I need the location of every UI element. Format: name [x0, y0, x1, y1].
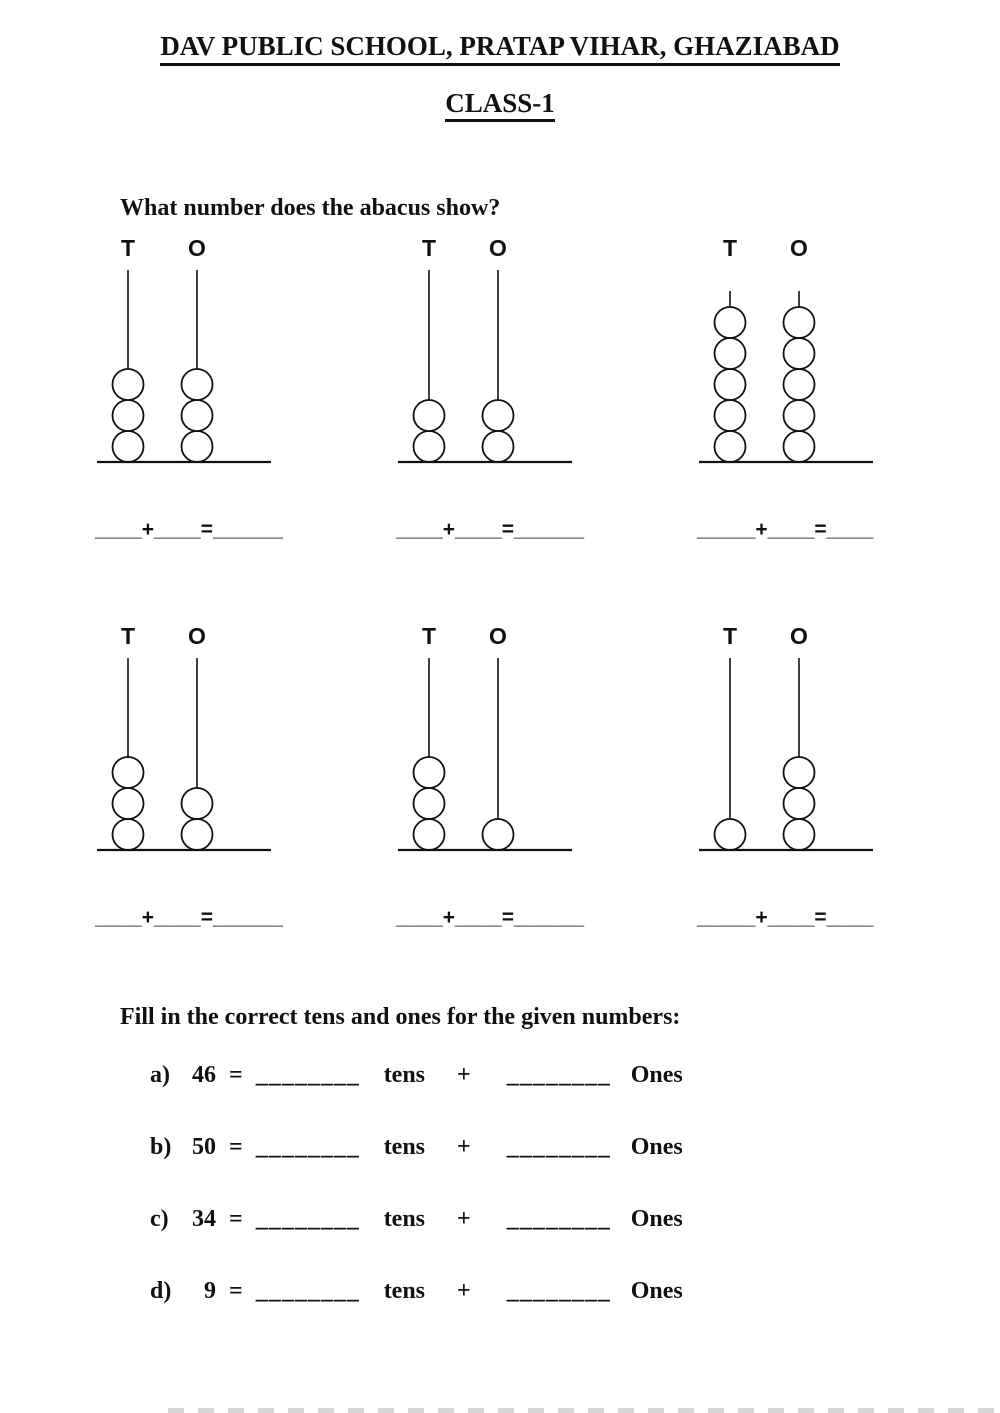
- cutoff-text-strip: [168, 1408, 1000, 1413]
- ones-blank[interactable]: ________: [506, 1278, 611, 1304]
- tens-blank[interactable]: ________: [255, 1134, 360, 1160]
- tens-blank[interactable]: ________: [255, 1278, 360, 1304]
- abacus-bead: [715, 431, 746, 462]
- school-title: DAV PUBLIC SCHOOL, PRATAP VIHAR, GHAZIABAD: [160, 31, 839, 66]
- ones-word: Ones: [630, 1134, 683, 1160]
- abacus-figure: [95, 624, 280, 864]
- abacus-bead: [784, 788, 815, 819]
- fill-in-row: [150, 1133, 1000, 1161]
- tens-blank[interactable]: ________: [255, 1062, 360, 1088]
- tens-column-label: T: [722, 624, 738, 649]
- abacus-problem: [95, 236, 284, 542]
- abacus-bead: [113, 431, 144, 462]
- abacus-bead: [715, 819, 746, 850]
- tens-word: tens: [383, 1206, 426, 1232]
- abacus-bead: [182, 788, 213, 819]
- ones-column-label: O: [489, 624, 507, 649]
- abacus-figure: [95, 236, 280, 476]
- ones-word: Ones: [630, 1278, 683, 1304]
- abacus-problem: [95, 624, 284, 930]
- tens-word: tens: [383, 1278, 426, 1304]
- abacus-bead: [715, 369, 746, 400]
- ones-blank[interactable]: ________: [506, 1062, 611, 1088]
- tens-column-label: T: [722, 236, 738, 261]
- tens-blank[interactable]: ________: [255, 1206, 360, 1232]
- abacus-bead: [113, 400, 144, 431]
- tens-column-label: T: [421, 624, 437, 649]
- tens-column-label: T: [421, 236, 437, 261]
- abacus-bead: [715, 400, 746, 431]
- item-number: 9: [204, 1278, 216, 1304]
- abacus-figure: [396, 236, 581, 476]
- abacus-bead: [715, 338, 746, 369]
- abacus-problem: [396, 624, 585, 930]
- equals-sign: =: [229, 1278, 243, 1304]
- abacus-bead: [784, 338, 815, 369]
- abacus-bead: [483, 400, 514, 431]
- ones-column-label: O: [188, 236, 206, 261]
- fill-in-list: [150, 1061, 1000, 1305]
- equals-sign: =: [229, 1134, 243, 1160]
- abacus-answer-blank[interactable]: ____+____=______: [95, 906, 284, 929]
- equals-sign: =: [229, 1062, 243, 1088]
- abacus-bead: [784, 369, 815, 400]
- abacus-bead: [784, 819, 815, 850]
- abacus-problem: [697, 624, 882, 930]
- item-number: 34: [192, 1206, 216, 1232]
- abacus-row-2: [0, 624, 1000, 930]
- fill-in-heading: Fill in the correct tens and ones for the given numbers:: [120, 1004, 681, 1030]
- plus-sign: +: [457, 1062, 471, 1088]
- abacus-bead: [784, 307, 815, 338]
- title-row: [0, 0, 1000, 62]
- ones-column-label: O: [489, 236, 507, 261]
- item-number: 46: [192, 1062, 216, 1088]
- abacus-bead: [483, 431, 514, 462]
- item-label: a): [150, 1062, 170, 1088]
- ones-word: Ones: [630, 1062, 683, 1088]
- abacus-figure: [697, 236, 882, 476]
- plus-sign: +: [457, 1134, 471, 1160]
- tens-word: tens: [383, 1134, 426, 1160]
- abacus-figure: [697, 624, 882, 864]
- tens-column-label: T: [120, 236, 136, 261]
- item-label: b): [150, 1134, 172, 1160]
- abacus-problem: [396, 236, 585, 542]
- plus-sign: +: [457, 1278, 471, 1304]
- abacus-bead: [784, 757, 815, 788]
- abacus-figure: [396, 624, 581, 864]
- abacus-bead: [414, 788, 445, 819]
- tens-word: tens: [383, 1062, 426, 1088]
- abacus-bead: [182, 431, 213, 462]
- abacus-bead: [414, 819, 445, 850]
- abacus-bead: [113, 819, 144, 850]
- abacus-answer-blank[interactable]: _____+____=____: [697, 906, 874, 929]
- ones-blank[interactable]: ________: [506, 1206, 611, 1232]
- subtitle-row: [0, 88, 1000, 119]
- abacus-question: What number does the abacus show?: [120, 195, 501, 221]
- ones-column-label: O: [790, 236, 808, 261]
- abacus-answer-blank[interactable]: ____+____=______: [95, 518, 284, 541]
- abacus-bead: [414, 757, 445, 788]
- abacus-bead: [784, 431, 815, 462]
- abacus-row-1: [0, 236, 1000, 542]
- item-number: 50: [192, 1134, 216, 1160]
- ones-word: Ones: [630, 1206, 683, 1232]
- abacus-bead: [113, 369, 144, 400]
- abacus-bead: [113, 757, 144, 788]
- ones-blank[interactable]: ________: [506, 1134, 611, 1160]
- abacus-bead: [113, 788, 144, 819]
- tens-column-label: T: [120, 624, 136, 649]
- abacus-answer-blank[interactable]: ____+____=______: [396, 906, 585, 929]
- abacus-answer-blank[interactable]: ____+____=______: [396, 518, 585, 541]
- plus-sign: +: [457, 1206, 471, 1232]
- item-label: c): [150, 1206, 169, 1232]
- item-label: d): [150, 1278, 172, 1304]
- ones-column-label: O: [790, 624, 808, 649]
- fill-in-row: [150, 1277, 1000, 1305]
- abacus-problem: [697, 236, 882, 542]
- abacus-bead: [182, 369, 213, 400]
- abacus-answer-blank[interactable]: _____+____=____: [697, 518, 874, 541]
- fill-in-row: [150, 1205, 1000, 1233]
- abacus-bead: [414, 400, 445, 431]
- fill-in-row: [150, 1061, 1000, 1089]
- abacus-bead: [784, 400, 815, 431]
- abacus-bead: [483, 819, 514, 850]
- equals-sign: =: [229, 1206, 243, 1232]
- abacus-bead: [715, 307, 746, 338]
- abacus-bead: [182, 400, 213, 431]
- class-heading: CLASS-1: [445, 88, 555, 122]
- abacus-bead: [414, 431, 445, 462]
- ones-column-label: O: [188, 624, 206, 649]
- abacus-bead: [182, 819, 213, 850]
